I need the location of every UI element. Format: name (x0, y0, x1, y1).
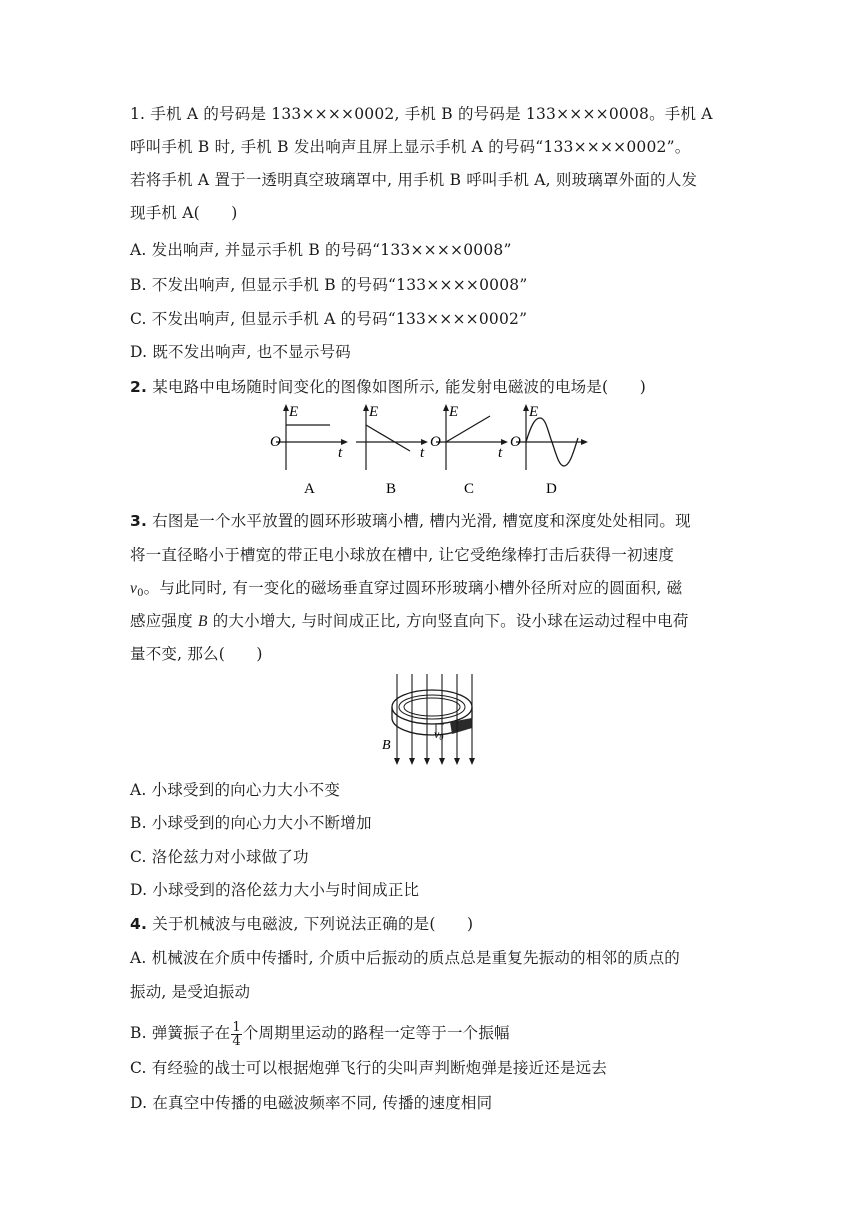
q3-option-c: C. 洛伦兹力对小球做了功 (130, 848, 309, 866)
q2-stem (130, 377, 646, 397)
q4-option-b (130, 1018, 510, 1048)
q2-number: 2. (130, 378, 148, 396)
q4-fraction (231, 1021, 241, 1048)
q2-graph-d-origin: O (510, 434, 521, 450)
q2-label-a: A (304, 481, 315, 497)
q3-stem-line-1-text: 右图是一个水平放置的圆环形玻璃小槽, 槽内光滑, 槽宽度和深度处处相同。现 (147, 512, 691, 530)
q2-stem-text: 某电路中电场随时间变化的图像如图所示, 能发射电磁波的电场是( ) (147, 378, 646, 396)
q4-option-a-line-1: A. 机械波在介质中传播时, 介质中后振动的质点总是重复先振动的相邻的质点的 (130, 949, 681, 967)
q2-graph-c-origin: O (430, 434, 441, 450)
q3-stem-line-4 (130, 611, 689, 632)
q2-graph-c (430, 404, 508, 497)
q3-stem-line-1 (130, 511, 691, 531)
q3-option-a: A. 小球受到的向心力大小不变 (130, 781, 341, 799)
q1-stem-line-4: 现手机 A( ) (130, 204, 238, 222)
q2-graph-b (356, 404, 428, 497)
q2-graph-b-x-label: t (420, 445, 425, 461)
q4-fraction-numerator: 1 (232, 1019, 241, 1035)
q2-label-c: C (464, 481, 475, 497)
q1-stem-line-3: 若将手机 A 置于一透明真空玻璃罩中, 用手机 B 呼叫手机 A, 则玻璃罩外面的人发 (130, 171, 698, 189)
q2-label-d: D (546, 481, 557, 497)
q2-graph-a-y-label: E (289, 404, 299, 420)
q4-number: 4. (130, 915, 148, 933)
q1-option-b: B. 不发出响声, 但显示手机 B 的号码“133××××0008” (130, 276, 528, 294)
q4-stem-text: 关于机械波与电磁波, 下列说法正确的是( ) (147, 915, 474, 933)
q3-stem-line-4-b: 的大小增大, 与时间成正比, 方向竖直向下。设小球在运动过程中电荷 (207, 612, 689, 630)
q2-graph-d (510, 404, 588, 497)
q1-option-d: D. 既不发出响声, 也不显示号码 (130, 343, 351, 361)
q1-stem-line-1: 1. 手机 A 的号码是 133××××0002, 手机 B 的号码是 133××××0008。手机 A (130, 105, 713, 123)
q3-stem-line-5: 量不变, 那么( ) (130, 645, 263, 663)
q2-graph-b-y-label: E (369, 404, 379, 420)
q3-stem-line-3-text: 。与此同时, 有一变化的磁场垂直穿过圆环形玻璃小槽外径所对应的圆面积, 磁 (143, 579, 683, 597)
q4-option-b-pre: B. 弹簧振子在 (130, 1024, 231, 1042)
q4-option-b-post: 个周期里运动的路程一定等于一个振幅 (242, 1024, 510, 1042)
q4-option-d: D. 在真空中传播的电磁波频率不同, 传播的速度相同 (130, 1094, 493, 1112)
q4-option-a-line-2: 振动, 是受迫振动 (130, 983, 251, 1001)
q1-option-a: A. 发出响声, 并显示手机 B 的号码“133××××0008” (130, 241, 512, 259)
q2-graph-c-x-label: t (498, 445, 503, 461)
q3-stem-line-2: 将一直径略小于槽宽的带正电小球放在槽中, 让它受绝缘棒打击后获得一初速度 (130, 546, 675, 564)
q2-graphs-figure (266, 402, 596, 498)
q4-option-c: C. 有经验的战士可以根据炮弹飞行的尖叫声判断炮弹是接近还是远去 (130, 1059, 608, 1077)
q3-number: 3. (130, 512, 148, 530)
q2-graph-c-y-label: E (449, 404, 459, 420)
q2-graph-a-x-label: t (338, 445, 343, 461)
q3-option-d: D. 小球受到的洛伦兹力大小与时间成正比 (130, 881, 420, 899)
q3-stem-line-3 (130, 578, 682, 604)
q3-v0-subscript: 0 (137, 588, 144, 599)
q4-stem (130, 914, 473, 934)
q2-graph-d-y-label: E (529, 404, 539, 420)
q3-v0-symbol: v (130, 580, 138, 597)
q3-figure-b-label: B (382, 738, 391, 753)
q1-option-c: C. 不发出响声, 但显示手机 A 的号码“133××××0002” (130, 310, 528, 328)
q1-stem-line-2: 呼叫手机 B 时, 手机 B 发出响声且屏上显示手机 A 的号码“133××××0002”。 (130, 138, 691, 156)
q3-stem-line-4-a: 感应强度 (130, 612, 198, 630)
q2-graph-a-origin: O (270, 434, 281, 450)
q3-ring-figure (380, 674, 490, 774)
q4-fraction-denominator: 4 (232, 1033, 241, 1049)
q2-graph-a (270, 404, 348, 497)
q3-figure-v0-label: v0 (434, 727, 444, 742)
q3-option-b: B. 小球受到的向心力大小不断增加 (130, 814, 372, 832)
q3-b-symbol: B (197, 613, 208, 630)
q2-label-b: B (386, 481, 397, 497)
